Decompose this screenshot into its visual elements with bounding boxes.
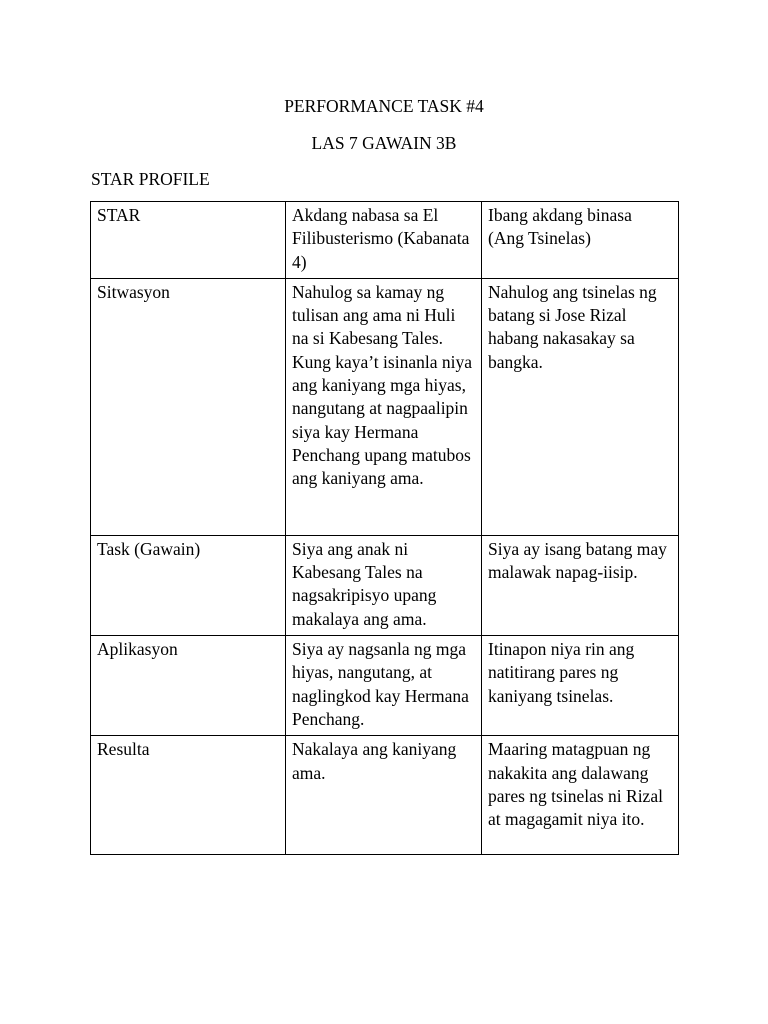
document-subtitle: LAS 7 GAWAIN 3B — [311, 133, 457, 153]
row-label-aplikasyon: Aplikasyon — [91, 636, 286, 736]
table-cell: Maaring matagpuan ng nakakita ang dalawang pares ng tsinelas ni Rizal at magagamit niya ito. — [482, 736, 679, 855]
row-label-resulta: Resulta — [91, 736, 286, 855]
row-label-task: Task (Gawain) — [91, 535, 286, 635]
header-cell-el-filibusterismo: Akdang nabasa sa El Filibusterismo (Kabanata 4) — [286, 202, 482, 279]
row-label-sitwasyon: Sitwasyon — [91, 278, 286, 535]
document-title: PERFORMANCE TASK #4 — [284, 96, 484, 116]
table-cell: Siya ay isang batang may malawak napag-iisip. — [482, 535, 679, 635]
section-heading: STAR PROFILE — [91, 169, 210, 189]
table-row — [91, 736, 679, 855]
table-row — [91, 636, 679, 736]
table-row — [91, 535, 679, 635]
table-cell: Nahulog ang tsinelas ng batang si Jose Rizal habang nakasakay sa bangka. — [482, 278, 679, 535]
table-header-row — [91, 202, 679, 279]
header-cell-star: STAR — [91, 202, 286, 279]
table-row — [91, 278, 679, 535]
table-cell: Itinapon niya rin ang natitirang pares ng kaniyang tsinelas. — [482, 636, 679, 736]
table-cell: Nakalaya ang kaniyang ama. — [286, 736, 482, 855]
star-profile-table — [90, 201, 679, 855]
table-cell: Nahulog sa kamay ng tulisan ang ama ni Huli na si Kabesang Tales. Kung kaya’t isinanla niya ang kaniyang mga hiyas, nangutang at nagpaalipin siya kay Hermana Penchang upang matubos ang kaniyang ama. — [286, 278, 482, 535]
table-cell: Siya ay nagsanla ng mga hiyas, nangutang, at naglingkod kay Hermana Penchang. — [286, 636, 482, 736]
header-cell-ang-tsinelas: Ibang akdang binasa (Ang Tsinelas) — [482, 202, 679, 279]
table-cell: Siya ang anak ni Kabesang Tales na nagsakripisyo upang makalaya ang ama. — [286, 535, 482, 635]
